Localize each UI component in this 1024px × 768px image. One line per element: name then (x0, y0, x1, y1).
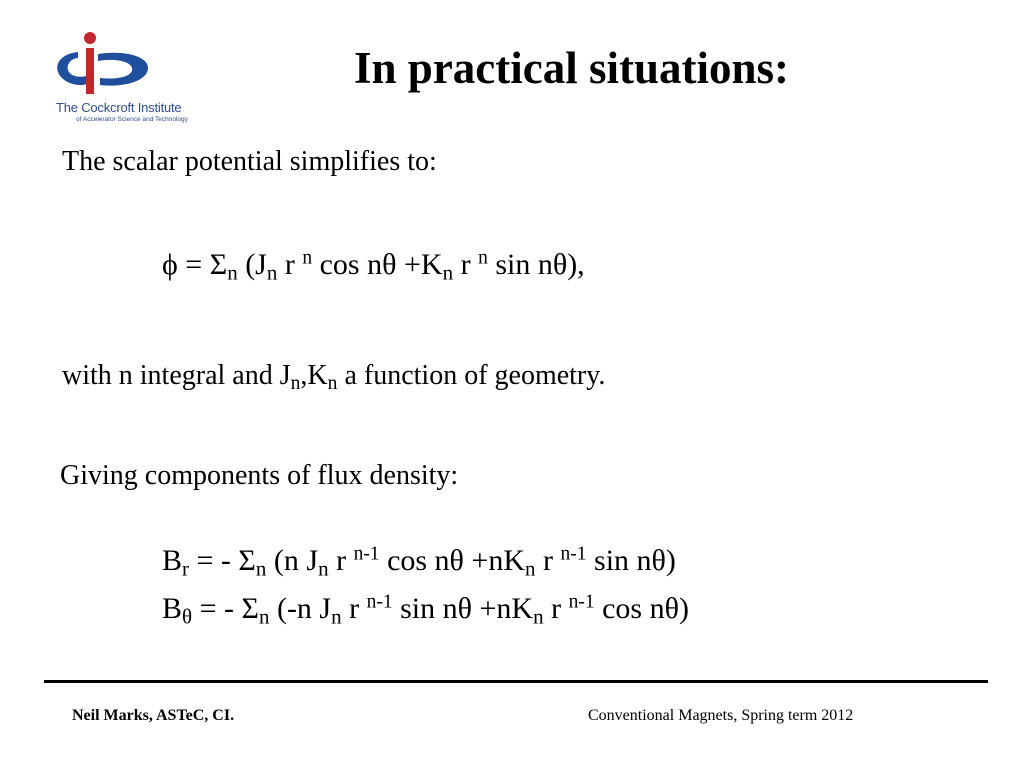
text-part: a function of geometry. (337, 360, 606, 391)
btheta-equation (162, 591, 689, 629)
eq-part: sin nθ), (487, 248, 585, 281)
eq-part: (n J (266, 544, 319, 577)
eq-part: cos nθ +K (312, 248, 443, 281)
eq-subscript: r (182, 556, 190, 581)
eq-superscript: n (302, 247, 313, 269)
eq-part: = Σ (177, 248, 228, 281)
flux-density-heading: Giving components of flux density: (60, 460, 459, 491)
footer-course: Conventional Magnets, Spring term 2012 (588, 707, 854, 724)
footer-author: Neil Marks, ASTeC, CI. (72, 707, 235, 724)
cockcroft-logo-mark-icon (52, 28, 224, 100)
eq-part: r (328, 544, 354, 577)
eq-subscript: n (227, 260, 238, 285)
text-part: ,K (300, 360, 328, 391)
text-part: with n integral and J (62, 360, 291, 391)
eq-superscript: n (478, 247, 488, 269)
eq-part: r (277, 248, 303, 281)
eq-subscript: θ (182, 604, 193, 629)
eq-part: = - Σ (192, 592, 259, 625)
eq-subscript: n (318, 556, 329, 581)
footer-divider (44, 680, 988, 683)
eq-part: r (535, 544, 561, 577)
eq-superscript: n-1 (560, 543, 587, 565)
eq-superscript: n-1 (366, 591, 393, 613)
slide-title: In practical situations: (354, 43, 790, 93)
eq-part: r (341, 592, 367, 625)
eq-superscript: n-1 (353, 543, 380, 565)
geometry-note (62, 360, 605, 392)
text-subscript: n (327, 372, 338, 394)
intro-text: The scalar potential simplifies to: (62, 146, 437, 177)
eq-part: r (453, 248, 479, 281)
eq-part: B (162, 592, 183, 625)
eq-part: (J (237, 248, 267, 281)
eq-subscript: n (442, 260, 454, 285)
phi-symbol: ϕ (162, 248, 178, 281)
eq-part: B (162, 544, 183, 577)
cockcroft-logo (52, 28, 224, 128)
eq-subscript: n (533, 604, 544, 629)
text-subscript: n (290, 372, 301, 394)
eq-part: sin nθ) (586, 544, 676, 577)
eq-part: r (543, 592, 569, 625)
potential-equation (162, 247, 585, 285)
eq-subscript: n (525, 556, 536, 581)
eq-part: cos nθ) (594, 592, 689, 625)
eq-part: cos nθ +nK (379, 544, 526, 577)
eq-part: (-n J (269, 592, 332, 625)
eq-subscript: n (331, 604, 342, 629)
br-equation (162, 543, 676, 581)
eq-superscript: n-1 (568, 591, 595, 613)
eq-subscript: n (258, 604, 270, 629)
logo-subtitle: of Accelerator Science and Technology (76, 116, 188, 123)
eq-part: = - Σ (189, 544, 256, 577)
logo-name: The Cockcroft Institute (56, 100, 182, 115)
eq-subscript: n (266, 260, 278, 285)
eq-part: sin nθ +nK (392, 592, 534, 625)
eq-subscript: n (255, 556, 267, 581)
